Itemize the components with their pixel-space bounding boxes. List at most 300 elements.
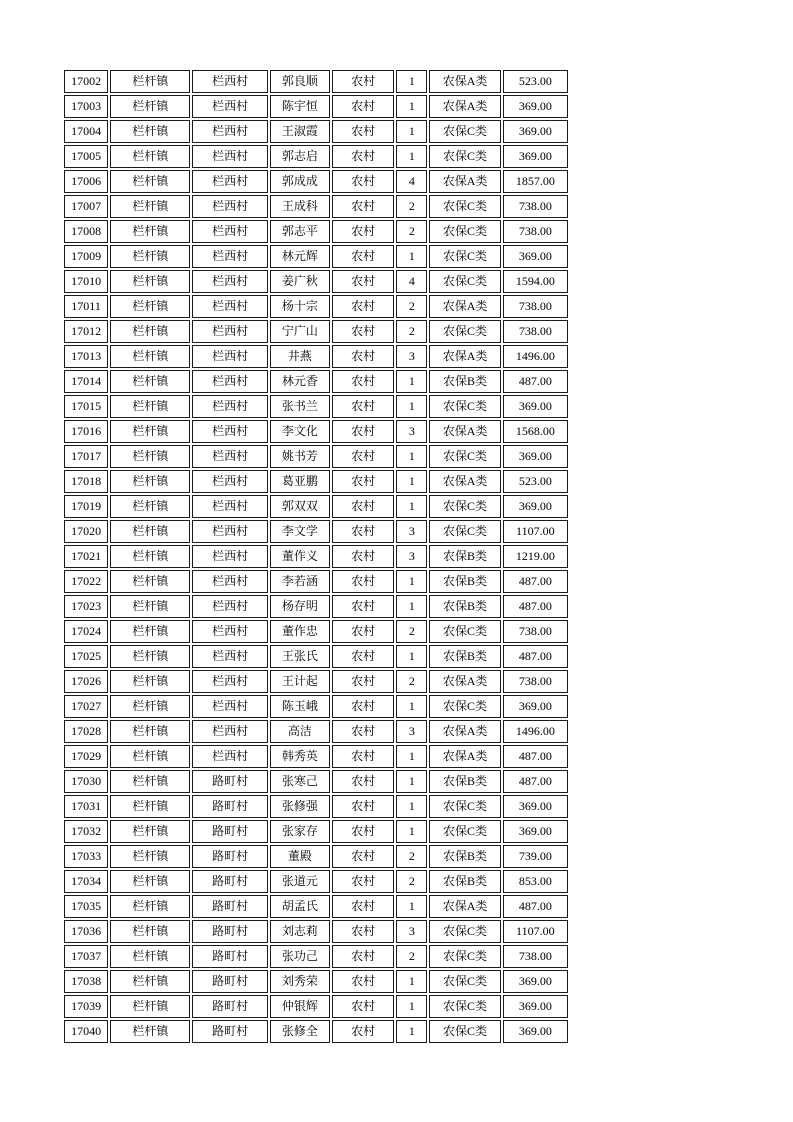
person-count-cell: 1	[396, 445, 427, 468]
town-cell: 栏杆镇	[110, 920, 190, 943]
town-cell: 栏杆镇	[110, 645, 190, 668]
town-cell: 栏杆镇	[110, 170, 190, 193]
insurance-category-cell: 农保A类	[429, 170, 500, 193]
person-name-cell: 郭志平	[270, 220, 330, 243]
table-row	[64, 995, 568, 1018]
table-row	[64, 470, 568, 493]
person-count-cell: 1	[396, 95, 427, 118]
person-name-cell: 陈玉峨	[270, 695, 330, 718]
record-id-cell: 17007	[64, 195, 108, 218]
person-name-cell: 姜广秋	[270, 270, 330, 293]
table-row	[64, 195, 568, 218]
table-row	[64, 345, 568, 368]
person-count-cell: 1	[396, 395, 427, 418]
household-type-cell: 农村	[332, 470, 394, 493]
person-count-cell: 1	[396, 745, 427, 768]
person-name-cell: 张家存	[270, 820, 330, 843]
household-type-cell: 农村	[332, 570, 394, 593]
insurance-category-cell: 农保C类	[429, 245, 500, 268]
town-cell: 栏杆镇	[110, 470, 190, 493]
town-cell: 栏杆镇	[110, 370, 190, 393]
insurance-category-cell: 农保A类	[429, 670, 500, 693]
town-cell: 栏杆镇	[110, 870, 190, 893]
insurance-category-cell: 农保C类	[429, 995, 500, 1018]
household-type-cell: 农村	[332, 195, 394, 218]
person-count-cell: 3	[396, 720, 427, 743]
village-cell: 栏西村	[192, 245, 267, 268]
household-type-cell: 农村	[332, 1020, 394, 1043]
insurance-category-cell: 农保A类	[429, 720, 500, 743]
village-cell: 栏西村	[192, 195, 267, 218]
village-cell: 路町村	[192, 895, 267, 918]
person-count-cell: 1	[396, 1020, 427, 1043]
town-cell: 栏杆镇	[110, 845, 190, 868]
insurance-records-table	[62, 68, 570, 1045]
table-row	[64, 920, 568, 943]
person-name-cell: 刘秀荣	[270, 970, 330, 993]
person-name-cell: 杨存明	[270, 595, 330, 618]
table-row	[64, 95, 568, 118]
record-id-cell: 17015	[64, 395, 108, 418]
table-row	[64, 370, 568, 393]
person-count-cell: 3	[396, 920, 427, 943]
table-row	[64, 545, 568, 568]
amount-cell: 487.00	[503, 770, 568, 793]
household-type-cell: 农村	[332, 70, 394, 93]
household-type-cell: 农村	[332, 320, 394, 343]
village-cell: 栏西村	[192, 595, 267, 618]
village-cell: 栏西村	[192, 295, 267, 318]
person-count-cell: 1	[396, 370, 427, 393]
amount-cell: 369.00	[503, 795, 568, 818]
amount-cell: 738.00	[503, 670, 568, 693]
record-id-cell: 17027	[64, 695, 108, 718]
amount-cell: 1496.00	[503, 720, 568, 743]
town-cell: 栏杆镇	[110, 745, 190, 768]
village-cell: 栏西村	[192, 170, 267, 193]
village-cell: 栏西村	[192, 695, 267, 718]
insurance-category-cell: 农保B类	[429, 595, 500, 618]
record-id-cell: 17003	[64, 95, 108, 118]
person-name-cell: 仲银辉	[270, 995, 330, 1018]
town-cell: 栏杆镇	[110, 420, 190, 443]
table-row	[64, 695, 568, 718]
insurance-category-cell: 农保C类	[429, 445, 500, 468]
person-name-cell: 郭成成	[270, 170, 330, 193]
town-cell: 栏杆镇	[110, 195, 190, 218]
table-row	[64, 520, 568, 543]
person-name-cell: 刘志莉	[270, 920, 330, 943]
amount-cell: 1107.00	[503, 520, 568, 543]
household-type-cell: 农村	[332, 245, 394, 268]
person-count-cell: 1	[396, 70, 427, 93]
household-type-cell: 农村	[332, 95, 394, 118]
town-cell: 栏杆镇	[110, 520, 190, 543]
record-id-cell: 17026	[64, 670, 108, 693]
insurance-category-cell: 农保C类	[429, 970, 500, 993]
insurance-category-cell: 农保A类	[429, 345, 500, 368]
person-count-cell: 1	[396, 595, 427, 618]
insurance-category-cell: 农保C类	[429, 695, 500, 718]
record-id-cell: 17013	[64, 345, 108, 368]
amount-cell: 1594.00	[503, 270, 568, 293]
table-row	[64, 845, 568, 868]
town-cell: 栏杆镇	[110, 670, 190, 693]
record-id-cell: 17018	[64, 470, 108, 493]
amount-cell: 523.00	[503, 470, 568, 493]
insurance-category-cell: 农保B类	[429, 545, 500, 568]
record-id-cell: 17029	[64, 745, 108, 768]
person-name-cell: 董作忠	[270, 620, 330, 643]
record-id-cell: 17002	[64, 70, 108, 93]
person-name-cell: 董作义	[270, 545, 330, 568]
record-id-cell: 17030	[64, 770, 108, 793]
village-cell: 路町村	[192, 970, 267, 993]
amount-cell: 738.00	[503, 295, 568, 318]
town-cell: 栏杆镇	[110, 695, 190, 718]
table-row	[64, 670, 568, 693]
insurance-category-cell: 农保B类	[429, 645, 500, 668]
insurance-category-cell: 农保C类	[429, 145, 500, 168]
village-cell: 路町村	[192, 1020, 267, 1043]
table-row	[64, 245, 568, 268]
table-row	[64, 620, 568, 643]
person-name-cell: 李文化	[270, 420, 330, 443]
person-count-cell: 2	[396, 870, 427, 893]
household-type-cell: 农村	[332, 370, 394, 393]
insurance-category-cell: 农保A类	[429, 95, 500, 118]
insurance-category-cell: 农保A类	[429, 745, 500, 768]
person-name-cell: 张书兰	[270, 395, 330, 418]
household-type-cell: 农村	[332, 345, 394, 368]
amount-cell: 369.00	[503, 820, 568, 843]
table-body	[64, 70, 568, 1043]
town-cell: 栏杆镇	[110, 620, 190, 643]
person-count-cell: 2	[396, 670, 427, 693]
record-id-cell: 17009	[64, 245, 108, 268]
person-count-cell: 1	[396, 770, 427, 793]
person-count-cell: 1	[396, 795, 427, 818]
amount-cell: 738.00	[503, 320, 568, 343]
insurance-category-cell: 农保C类	[429, 270, 500, 293]
village-cell: 栏西村	[192, 95, 267, 118]
person-count-cell: 2	[396, 195, 427, 218]
amount-cell: 369.00	[503, 1020, 568, 1043]
person-name-cell: 郭良顺	[270, 70, 330, 93]
insurance-category-cell: 农保C类	[429, 920, 500, 943]
person-name-cell: 郭双双	[270, 495, 330, 518]
person-name-cell: 李若涵	[270, 570, 330, 593]
person-count-cell: 1	[396, 470, 427, 493]
person-count-cell: 1	[396, 245, 427, 268]
town-cell: 栏杆镇	[110, 720, 190, 743]
town-cell: 栏杆镇	[110, 545, 190, 568]
person-count-cell: 3	[396, 545, 427, 568]
record-id-cell: 17028	[64, 720, 108, 743]
household-type-cell: 农村	[332, 170, 394, 193]
village-cell: 栏西村	[192, 520, 267, 543]
village-cell: 栏西村	[192, 420, 267, 443]
table-row	[64, 445, 568, 468]
person-count-cell: 1	[396, 970, 427, 993]
insurance-category-cell: 农保B类	[429, 370, 500, 393]
household-type-cell: 农村	[332, 745, 394, 768]
town-cell: 栏杆镇	[110, 320, 190, 343]
person-name-cell: 高洁	[270, 720, 330, 743]
table-row	[64, 770, 568, 793]
village-cell: 栏西村	[192, 645, 267, 668]
record-id-cell: 17025	[64, 645, 108, 668]
record-id-cell: 17032	[64, 820, 108, 843]
record-id-cell: 17021	[64, 545, 108, 568]
record-id-cell: 17023	[64, 595, 108, 618]
insurance-category-cell: 农保B类	[429, 770, 500, 793]
insurance-category-cell: 农保A类	[429, 295, 500, 318]
amount-cell: 1107.00	[503, 920, 568, 943]
town-cell: 栏杆镇	[110, 945, 190, 968]
amount-cell: 523.00	[503, 70, 568, 93]
person-name-cell: 王淑霞	[270, 120, 330, 143]
person-name-cell: 张修全	[270, 1020, 330, 1043]
household-type-cell: 农村	[332, 595, 394, 618]
table-row	[64, 795, 568, 818]
village-cell: 栏西村	[192, 345, 267, 368]
record-id-cell: 17035	[64, 895, 108, 918]
insurance-category-cell: 农保C类	[429, 395, 500, 418]
record-id-cell: 17005	[64, 145, 108, 168]
table-row	[64, 745, 568, 768]
household-type-cell: 农村	[332, 270, 394, 293]
person-count-cell: 3	[396, 420, 427, 443]
village-cell: 路町村	[192, 820, 267, 843]
person-count-cell: 3	[396, 345, 427, 368]
table-row	[64, 320, 568, 343]
village-cell: 路町村	[192, 945, 267, 968]
person-name-cell: 董殿	[270, 845, 330, 868]
amount-cell: 369.00	[503, 245, 568, 268]
person-count-cell: 1	[396, 145, 427, 168]
household-type-cell: 农村	[332, 770, 394, 793]
record-id-cell: 17016	[64, 420, 108, 443]
insurance-category-cell: 农保A类	[429, 420, 500, 443]
village-cell: 栏西村	[192, 70, 267, 93]
village-cell: 路町村	[192, 845, 267, 868]
village-cell: 栏西村	[192, 620, 267, 643]
table-row	[64, 645, 568, 668]
insurance-category-cell: 农保C类	[429, 320, 500, 343]
insurance-category-cell: 农保B类	[429, 845, 500, 868]
person-name-cell: 张功己	[270, 945, 330, 968]
village-cell: 栏西村	[192, 670, 267, 693]
record-id-cell: 17022	[64, 570, 108, 593]
amount-cell: 487.00	[503, 370, 568, 393]
household-type-cell: 农村	[332, 145, 394, 168]
village-cell: 路町村	[192, 770, 267, 793]
table-row	[64, 895, 568, 918]
person-count-cell: 1	[396, 495, 427, 518]
household-type-cell: 农村	[332, 120, 394, 143]
insurance-category-cell: 农保B类	[429, 870, 500, 893]
town-cell: 栏杆镇	[110, 770, 190, 793]
table-row	[64, 145, 568, 168]
village-cell: 栏西村	[192, 720, 267, 743]
town-cell: 栏杆镇	[110, 295, 190, 318]
village-cell: 栏西村	[192, 545, 267, 568]
town-cell: 栏杆镇	[110, 570, 190, 593]
insurance-category-cell: 农保C类	[429, 195, 500, 218]
table-row	[64, 420, 568, 443]
record-id-cell: 17019	[64, 495, 108, 518]
record-id-cell: 17004	[64, 120, 108, 143]
insurance-category-cell: 农保C类	[429, 520, 500, 543]
person-name-cell: 宁广山	[270, 320, 330, 343]
amount-cell: 1568.00	[503, 420, 568, 443]
household-type-cell: 农村	[332, 895, 394, 918]
person-name-cell: 张寒己	[270, 770, 330, 793]
table-row	[64, 595, 568, 618]
town-cell: 栏杆镇	[110, 270, 190, 293]
record-id-cell: 17036	[64, 920, 108, 943]
amount-cell: 738.00	[503, 620, 568, 643]
village-cell: 栏西村	[192, 445, 267, 468]
table-row	[64, 820, 568, 843]
town-cell: 栏杆镇	[110, 120, 190, 143]
table-row	[64, 395, 568, 418]
table-row	[64, 945, 568, 968]
amount-cell: 487.00	[503, 745, 568, 768]
record-id-cell: 17039	[64, 995, 108, 1018]
amount-cell: 1857.00	[503, 170, 568, 193]
amount-cell: 853.00	[503, 870, 568, 893]
household-type-cell: 农村	[332, 620, 394, 643]
village-cell: 路町村	[192, 920, 267, 943]
household-type-cell: 农村	[332, 995, 394, 1018]
person-count-cell: 4	[396, 270, 427, 293]
amount-cell: 487.00	[503, 570, 568, 593]
person-count-cell: 2	[396, 845, 427, 868]
table-row	[64, 870, 568, 893]
insurance-category-cell: 农保A类	[429, 470, 500, 493]
household-type-cell: 农村	[332, 820, 394, 843]
town-cell: 栏杆镇	[110, 895, 190, 918]
amount-cell: 738.00	[503, 220, 568, 243]
amount-cell: 369.00	[503, 95, 568, 118]
person-name-cell: 韩秀英	[270, 745, 330, 768]
household-type-cell: 农村	[332, 695, 394, 718]
person-name-cell: 王张氏	[270, 645, 330, 668]
amount-cell: 369.00	[503, 145, 568, 168]
insurance-category-cell: 农保C类	[429, 620, 500, 643]
amount-cell: 739.00	[503, 845, 568, 868]
household-type-cell: 农村	[332, 295, 394, 318]
table-row	[64, 70, 568, 93]
insurance-category-cell: 农保A类	[429, 895, 500, 918]
record-id-cell: 17038	[64, 970, 108, 993]
amount-cell: 487.00	[503, 645, 568, 668]
person-name-cell: 林元辉	[270, 245, 330, 268]
record-id-cell: 17037	[64, 945, 108, 968]
town-cell: 栏杆镇	[110, 995, 190, 1018]
person-count-cell: 2	[396, 220, 427, 243]
person-name-cell: 王计起	[270, 670, 330, 693]
village-cell: 栏西村	[192, 395, 267, 418]
person-count-cell: 2	[396, 620, 427, 643]
person-count-cell: 4	[396, 170, 427, 193]
household-type-cell: 农村	[332, 920, 394, 943]
town-cell: 栏杆镇	[110, 970, 190, 993]
town-cell: 栏杆镇	[110, 820, 190, 843]
town-cell: 栏杆镇	[110, 70, 190, 93]
person-name-cell: 陈宇恒	[270, 95, 330, 118]
town-cell: 栏杆镇	[110, 345, 190, 368]
table-row	[64, 720, 568, 743]
village-cell: 栏西村	[192, 145, 267, 168]
amount-cell: 738.00	[503, 195, 568, 218]
record-id-cell: 17017	[64, 445, 108, 468]
amount-cell: 369.00	[503, 120, 568, 143]
town-cell: 栏杆镇	[110, 595, 190, 618]
town-cell: 栏杆镇	[110, 445, 190, 468]
amount-cell: 369.00	[503, 970, 568, 993]
person-name-cell: 杨十宗	[270, 295, 330, 318]
town-cell: 栏杆镇	[110, 395, 190, 418]
record-id-cell: 17011	[64, 295, 108, 318]
household-type-cell: 农村	[332, 970, 394, 993]
household-type-cell: 农村	[332, 795, 394, 818]
amount-cell: 1219.00	[503, 545, 568, 568]
table-row	[64, 570, 568, 593]
insurance-category-cell: 农保A类	[429, 70, 500, 93]
table-row	[64, 1020, 568, 1043]
village-cell: 栏西村	[192, 270, 267, 293]
amount-cell: 487.00	[503, 595, 568, 618]
insurance-category-cell: 农保C类	[429, 820, 500, 843]
person-count-cell: 2	[396, 945, 427, 968]
village-cell: 栏西村	[192, 745, 267, 768]
person-count-cell: 1	[396, 820, 427, 843]
record-id-cell: 17031	[64, 795, 108, 818]
amount-cell: 369.00	[503, 995, 568, 1018]
person-count-cell: 2	[396, 320, 427, 343]
household-type-cell: 农村	[332, 870, 394, 893]
village-cell: 路町村	[192, 795, 267, 818]
person-count-cell: 1	[396, 120, 427, 143]
insurance-category-cell: 农保C类	[429, 220, 500, 243]
person-name-cell: 葛亚鹏	[270, 470, 330, 493]
amount-cell: 1496.00	[503, 345, 568, 368]
village-cell: 栏西村	[192, 495, 267, 518]
person-name-cell: 郭志启	[270, 145, 330, 168]
insurance-category-cell: 农保B类	[429, 570, 500, 593]
insurance-category-cell: 农保C类	[429, 945, 500, 968]
household-type-cell: 农村	[332, 420, 394, 443]
town-cell: 栏杆镇	[110, 1020, 190, 1043]
household-type-cell: 农村	[332, 645, 394, 668]
household-type-cell: 农村	[332, 545, 394, 568]
insurance-category-cell: 农保C类	[429, 495, 500, 518]
insurance-category-cell: 农保C类	[429, 1020, 500, 1043]
record-id-cell: 17014	[64, 370, 108, 393]
household-type-cell: 农村	[332, 495, 394, 518]
record-id-cell: 17020	[64, 520, 108, 543]
household-type-cell: 农村	[332, 845, 394, 868]
town-cell: 栏杆镇	[110, 245, 190, 268]
table-row	[64, 120, 568, 143]
table-row	[64, 170, 568, 193]
household-type-cell: 农村	[332, 520, 394, 543]
village-cell: 栏西村	[192, 470, 267, 493]
person-count-cell: 1	[396, 995, 427, 1018]
